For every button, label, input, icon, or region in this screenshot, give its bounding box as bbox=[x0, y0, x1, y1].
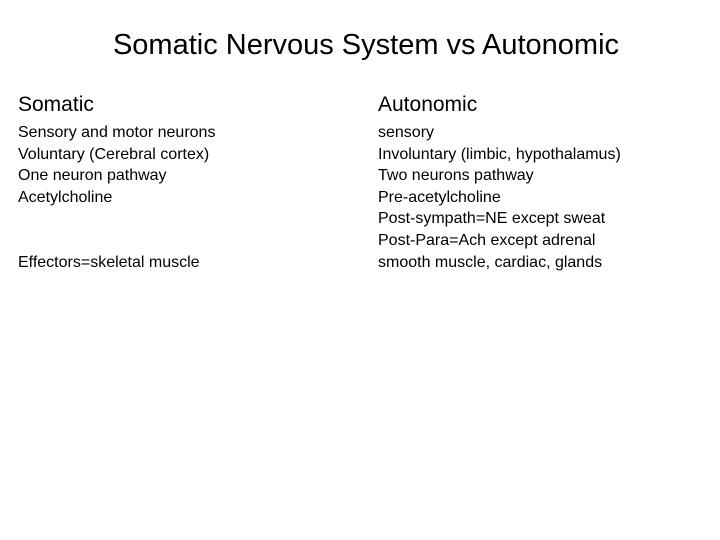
autonomic-column bbox=[378, 92, 708, 273]
list-item: Involuntary (limbic, hypothalamus) bbox=[378, 145, 621, 163]
list-item: One neuron pathway bbox=[18, 167, 167, 185]
list-item-blank bbox=[18, 208, 348, 230]
list-item: sensory bbox=[378, 124, 435, 141]
list-item: Acetylcholine bbox=[18, 188, 113, 206]
list-item: Effectors=skeletal muscle bbox=[18, 253, 200, 271]
list-item: Post-Para=Ach except adrenal bbox=[378, 231, 596, 249]
somatic-list bbox=[18, 122, 348, 273]
list-item: Post-sympath=NE except sweat bbox=[378, 210, 606, 228]
list-item-blank bbox=[18, 230, 348, 252]
list-item: smooth muscle, cardiac, glands bbox=[378, 253, 603, 271]
list-item: Voluntary (Cerebral cortex) bbox=[18, 145, 210, 163]
list-item: Pre-acetylcholine bbox=[378, 188, 501, 206]
slide-title: Somatic Nervous System vs Autonomic bbox=[112, 29, 620, 61]
list-item: Sensory and motor neurons bbox=[18, 124, 216, 141]
somatic-column bbox=[18, 92, 348, 273]
somatic-heading: Somatic bbox=[18, 93, 100, 116]
list-item: Two neurons pathway bbox=[378, 167, 534, 185]
autonomic-list bbox=[378, 122, 708, 273]
autonomic-heading: Autonomic bbox=[378, 93, 478, 116]
